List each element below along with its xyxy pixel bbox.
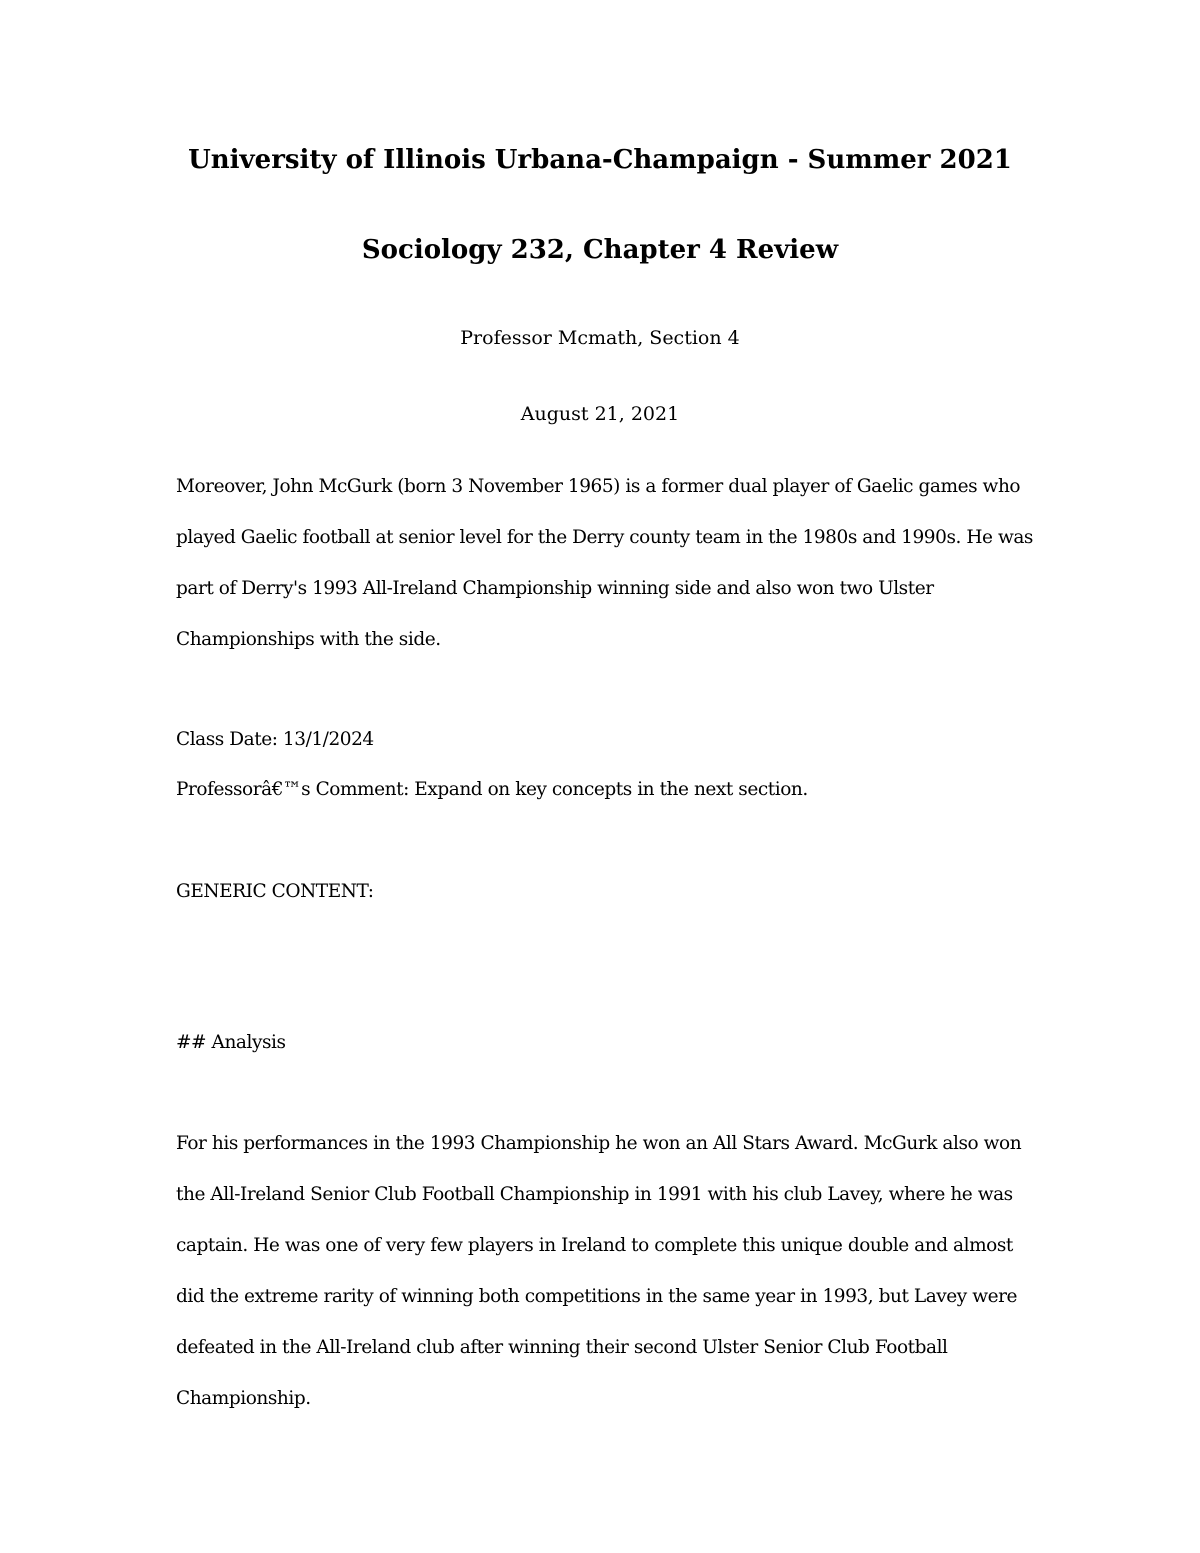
professor-comment: Professorâ€™s Comment: Expand on key concepts in the next section. xyxy=(176,779,808,800)
document-date: August 21, 2021 xyxy=(520,403,680,425)
class-date: Class Date: 13/1/2024 xyxy=(176,729,374,750)
professor-line: Professor Mcmath, Section 4 xyxy=(460,327,740,349)
course-title: Sociology 232, Chapter 4 Review xyxy=(361,235,839,265)
university-title: University of Illinois Urbana-Champaign - Summer 2021 xyxy=(188,145,1012,175)
generic-content-label: GENERIC CONTENT: xyxy=(176,881,374,902)
analysis-paragraph: For his performances in the 1993 Championship he won an All Stars Award. McGurk also won the All-Ireland Senior Club Football Championship in 1991 with his club Lavey, where he was captain. He was one of very few players in Ireland to complete this unique double and almost did the extreme rarity of winning both competitions in the same year in 1993, but Lavey were defeated in the All-Ireland club after winning their second Ulster Senior Club Football Championship. xyxy=(176,1133,1022,1409)
intro-paragraph: Moreover, John McGurk (born 3 November 1965) is a former dual player of Gaelic games who played Gaelic football at senior level for the Derry county team in the 1980s and 1990s. He was part of Derry's 1993 All-Ireland Championship winning side and also won two Ulster Championships with the side. xyxy=(176,476,1033,650)
analysis-heading: ## Analysis xyxy=(176,1032,286,1053)
